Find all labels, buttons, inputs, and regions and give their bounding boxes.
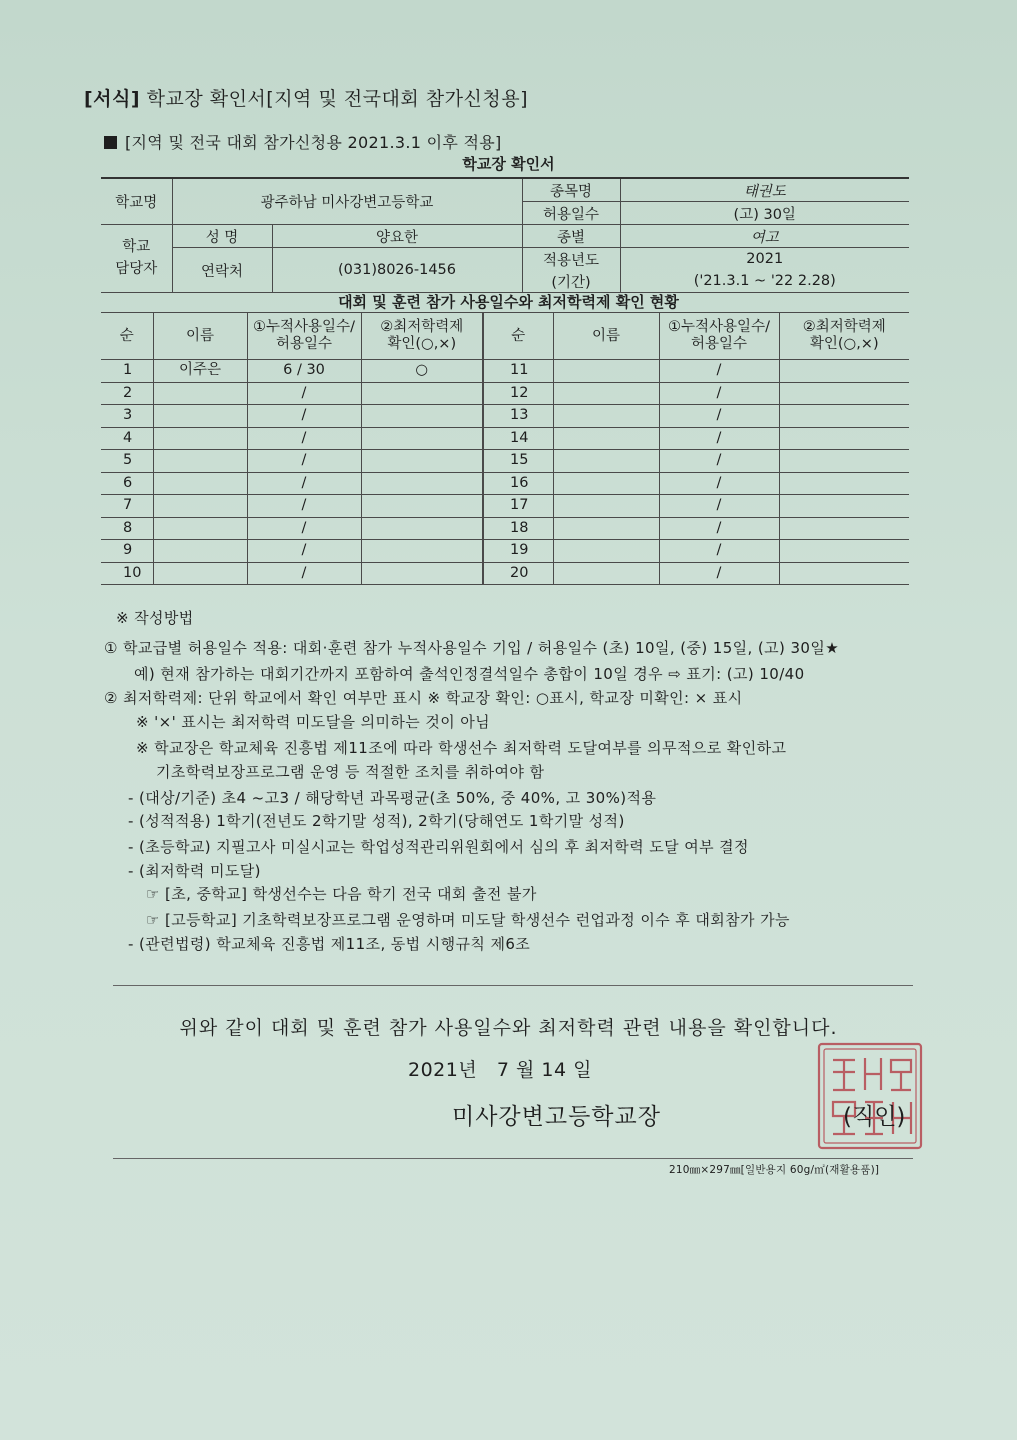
row-days-right: /: [659, 405, 779, 428]
row-days-right: /: [659, 472, 779, 495]
row-no: 8: [101, 517, 153, 540]
row-days-right: /: [659, 450, 779, 473]
row-days-right: /: [659, 540, 779, 563]
sport-label: 종목명: [522, 178, 620, 202]
row-check: [361, 540, 483, 563]
row-days-right: /: [659, 517, 779, 540]
header-check-right: ②최저학력제 확인(○,×): [779, 313, 909, 360]
row-days: /: [247, 562, 361, 585]
school-label: 학교명: [101, 178, 172, 225]
sub-title-text: [지역 및 전국 대회 참가신청용 2021.3.1 이후 적용]: [125, 133, 502, 152]
date-line: [408, 1055, 592, 1082]
note-2a: ※ '×' 표시는 최저학력 미도달을 의미하는 것이 아님: [136, 713, 491, 731]
row-days: /: [247, 472, 361, 495]
table-row: [101, 495, 909, 518]
table-row: [101, 360, 909, 383]
row-check: [361, 562, 483, 585]
note-2: ② 최저학력제: 단위 학교에서 확인 여부만 표시 ※ 학교장 확인: ○표시, 학교장 미확인: × 표시: [104, 689, 743, 707]
row-name-right: [553, 472, 659, 495]
row-days: 6 / 30: [247, 360, 361, 383]
row-check-right: [779, 405, 909, 428]
row-name: 이주은: [153, 360, 247, 383]
row-no: 5: [101, 450, 153, 473]
notes-heading: ※ 작성방법: [116, 609, 194, 627]
row-check-right: [779, 517, 909, 540]
row-no-right: 13: [483, 405, 553, 428]
row-check: [361, 495, 483, 518]
note-2b: ※ 학교장은 학교체육 진흥법 제11조에 따라 학생선수 최저학력 도달여부를 의무적으로 확인하고: [136, 739, 787, 757]
row-check: [361, 450, 483, 473]
confirm-statement: 위와 같이 대회 및 훈련 참가 사용일수와 최저학력 관련 내용을 확인합니다.: [179, 1017, 838, 1039]
row-check-right: [779, 427, 909, 450]
header-days-right: ①누적사용일수/ 허용일수: [659, 313, 779, 360]
school-value: 광주하남 미사강변고등학교: [172, 178, 522, 225]
row-no-right: 17: [483, 495, 553, 518]
row-no-right: 12: [483, 382, 553, 405]
sub-title: [104, 130, 502, 153]
row-no-right: 19: [483, 540, 553, 563]
note-2c: 기초학력보장프로그램 운영 등 적절한 조치를 취하여야 함: [156, 763, 545, 781]
form-title-text: 학교장 확인서[지역 및 전국대회 참가신청용]: [146, 88, 528, 110]
year-label: 적용년도: [522, 248, 620, 271]
seal-label: (직인): [843, 1104, 906, 1130]
row-check-right: [779, 450, 909, 473]
date-year: 2021년: [408, 1059, 478, 1081]
row-name-right: [553, 540, 659, 563]
row-name-right: [553, 562, 659, 585]
table-row: [101, 517, 909, 540]
row-days-right: /: [659, 495, 779, 518]
date-day-unit: 일: [573, 1059, 592, 1081]
row-days-right: /: [659, 427, 779, 450]
black-square-icon: [104, 136, 117, 149]
row-days-right: /: [659, 382, 779, 405]
contact-value: (031)8026-1456: [272, 248, 522, 293]
header-no-right: 순: [483, 313, 553, 360]
date-day: 14: [541, 1059, 567, 1081]
detail-3: - (초등학교) 지필고사 미실시교는 학업성적관리위원회에서 심의 후 최저학력 도달 여부 결정: [128, 838, 749, 856]
table-row: [101, 562, 909, 585]
row-no-right: 15: [483, 450, 553, 473]
row-no-right: 16: [483, 472, 553, 495]
row-name: [153, 405, 247, 428]
header-no: 순: [101, 313, 153, 360]
name-label: 성 명: [172, 225, 272, 248]
row-no: 3: [101, 405, 153, 428]
row-no-right: 14: [483, 427, 553, 450]
row-check-right: [779, 382, 909, 405]
row-name: [153, 472, 247, 495]
table-row: [101, 540, 909, 563]
table-row: [101, 450, 909, 473]
detail-4: - (최저학력 미도달): [128, 862, 261, 880]
row-days: /: [247, 517, 361, 540]
row-days: /: [247, 495, 361, 518]
row-days: /: [247, 405, 361, 428]
row-check-right: [779, 360, 909, 383]
date-month: 7: [496, 1059, 510, 1081]
row-check-right: [779, 562, 909, 585]
row-check: [361, 472, 483, 495]
row-name: [153, 495, 247, 518]
detail-2: - (성적적용) 1학기(전년도 2학기말 성적), 2학기(당해연도 1학기말 성적): [128, 812, 625, 830]
gender-value: 여고: [620, 225, 909, 248]
row-name: [153, 540, 247, 563]
detail-5: - (관련법령) 학교체육 진흥법 제11조, 동법 시행규칙 제6조: [128, 935, 531, 953]
row-name-right: [553, 405, 659, 428]
row-no-right: 11: [483, 360, 553, 383]
header-name-right: 이름: [553, 313, 659, 360]
table-row: [101, 427, 909, 450]
row-no-right: 18: [483, 517, 553, 540]
row-name-right: [553, 495, 659, 518]
doc-title: 학교장 확인서: [462, 155, 555, 173]
row-days: /: [247, 427, 361, 450]
note-1-example: 예) 현재 참가하는 대회기간까지 포함하여 출석인정결석일수 총합이 10일 경우 ⇨ 표기: (고) 10/40: [134, 665, 805, 683]
row-no: 10: [101, 562, 153, 585]
row-name: [153, 562, 247, 585]
row-check: [361, 517, 483, 540]
row-name-right: [553, 517, 659, 540]
list-title: 대회 및 훈련 참가 사용일수와 최저학력제 확인 현황: [338, 293, 679, 311]
table-row: [101, 405, 909, 428]
row-no: 2: [101, 382, 153, 405]
row-no: 7: [101, 495, 153, 518]
row-days: /: [247, 540, 361, 563]
row-no: 4: [101, 427, 153, 450]
row-check: [361, 405, 483, 428]
info-table: [101, 177, 909, 293]
period-value: ('21.3.1 ~ '22 2.28): [620, 270, 909, 293]
usage-table: [101, 312, 909, 585]
row-check: ○: [361, 360, 483, 383]
principal-name: 미사강변고등학교장: [452, 1104, 661, 1130]
table-row: [101, 382, 909, 405]
row-name-right: [553, 382, 659, 405]
year-value: 2021: [620, 248, 909, 271]
table-row: [101, 472, 909, 495]
date-month-unit: 월: [515, 1059, 535, 1081]
row-no-right: 20: [483, 562, 553, 585]
row-name-right: [553, 450, 659, 473]
row-check-right: [779, 540, 909, 563]
days-label: 허용일수: [522, 202, 620, 225]
detail-1: - (대상/기준) 초4 ~고3 / 해당학년 과목평균(초 50%, 중 40%, 고 30%)적용: [128, 789, 657, 807]
row-days: /: [247, 382, 361, 405]
header-days: ①누적사용일수/ 허용일수: [247, 313, 361, 360]
row-no: 6: [101, 472, 153, 495]
days-value: (고) 30일: [620, 202, 909, 225]
row-check: [361, 427, 483, 450]
form-title: [84, 84, 528, 111]
row-name-right: [553, 427, 659, 450]
row-name: [153, 517, 247, 540]
detail-4a: ☞ [초, 중학교] 학생선수는 다음 학기 전국 대회 출전 불가: [146, 885, 537, 903]
row-check: [361, 382, 483, 405]
divider-bottom: [113, 1158, 913, 1159]
row-days-right: /: [659, 562, 779, 585]
school-seal-stamp: [815, 1040, 925, 1152]
row-check-right: [779, 472, 909, 495]
header-check: ②최저학력제 확인(○,×): [361, 313, 483, 360]
contact-label: 연락처: [172, 248, 272, 293]
form-prefix: [서식]: [84, 88, 141, 110]
manager-label: 학교 담당자: [101, 225, 172, 293]
divider-top: [113, 985, 913, 986]
row-days: /: [247, 450, 361, 473]
note-1: ① 학교급별 허용일수 적용: 대회·훈련 참가 누적사용일수 기입 / 허용일수 (초) 10일, (중) 15일, (고) 30일★: [104, 639, 840, 657]
name-value: 양요한: [272, 225, 522, 248]
sport-value: 태권도: [620, 178, 909, 202]
row-check-right: [779, 495, 909, 518]
header-name: 이름: [153, 313, 247, 360]
paper-spec: 210㎜×297㎜[일반용지 60g/㎡(재활용품)]: [669, 1164, 880, 1176]
row-name: [153, 382, 247, 405]
row-name-right: [553, 360, 659, 383]
gender-label: 종별: [522, 225, 620, 248]
row-days-right: /: [659, 360, 779, 383]
row-no: 9: [101, 540, 153, 563]
row-name: [153, 450, 247, 473]
period-label: (기간): [522, 270, 620, 293]
row-no: 1: [101, 360, 153, 383]
row-name: [153, 427, 247, 450]
detail-4b: ☞ [고등학교] 기초학력보장프로그램 운영하며 미도달 학생선수 런업과정 이수 후 대회참가 가능: [146, 911, 790, 929]
